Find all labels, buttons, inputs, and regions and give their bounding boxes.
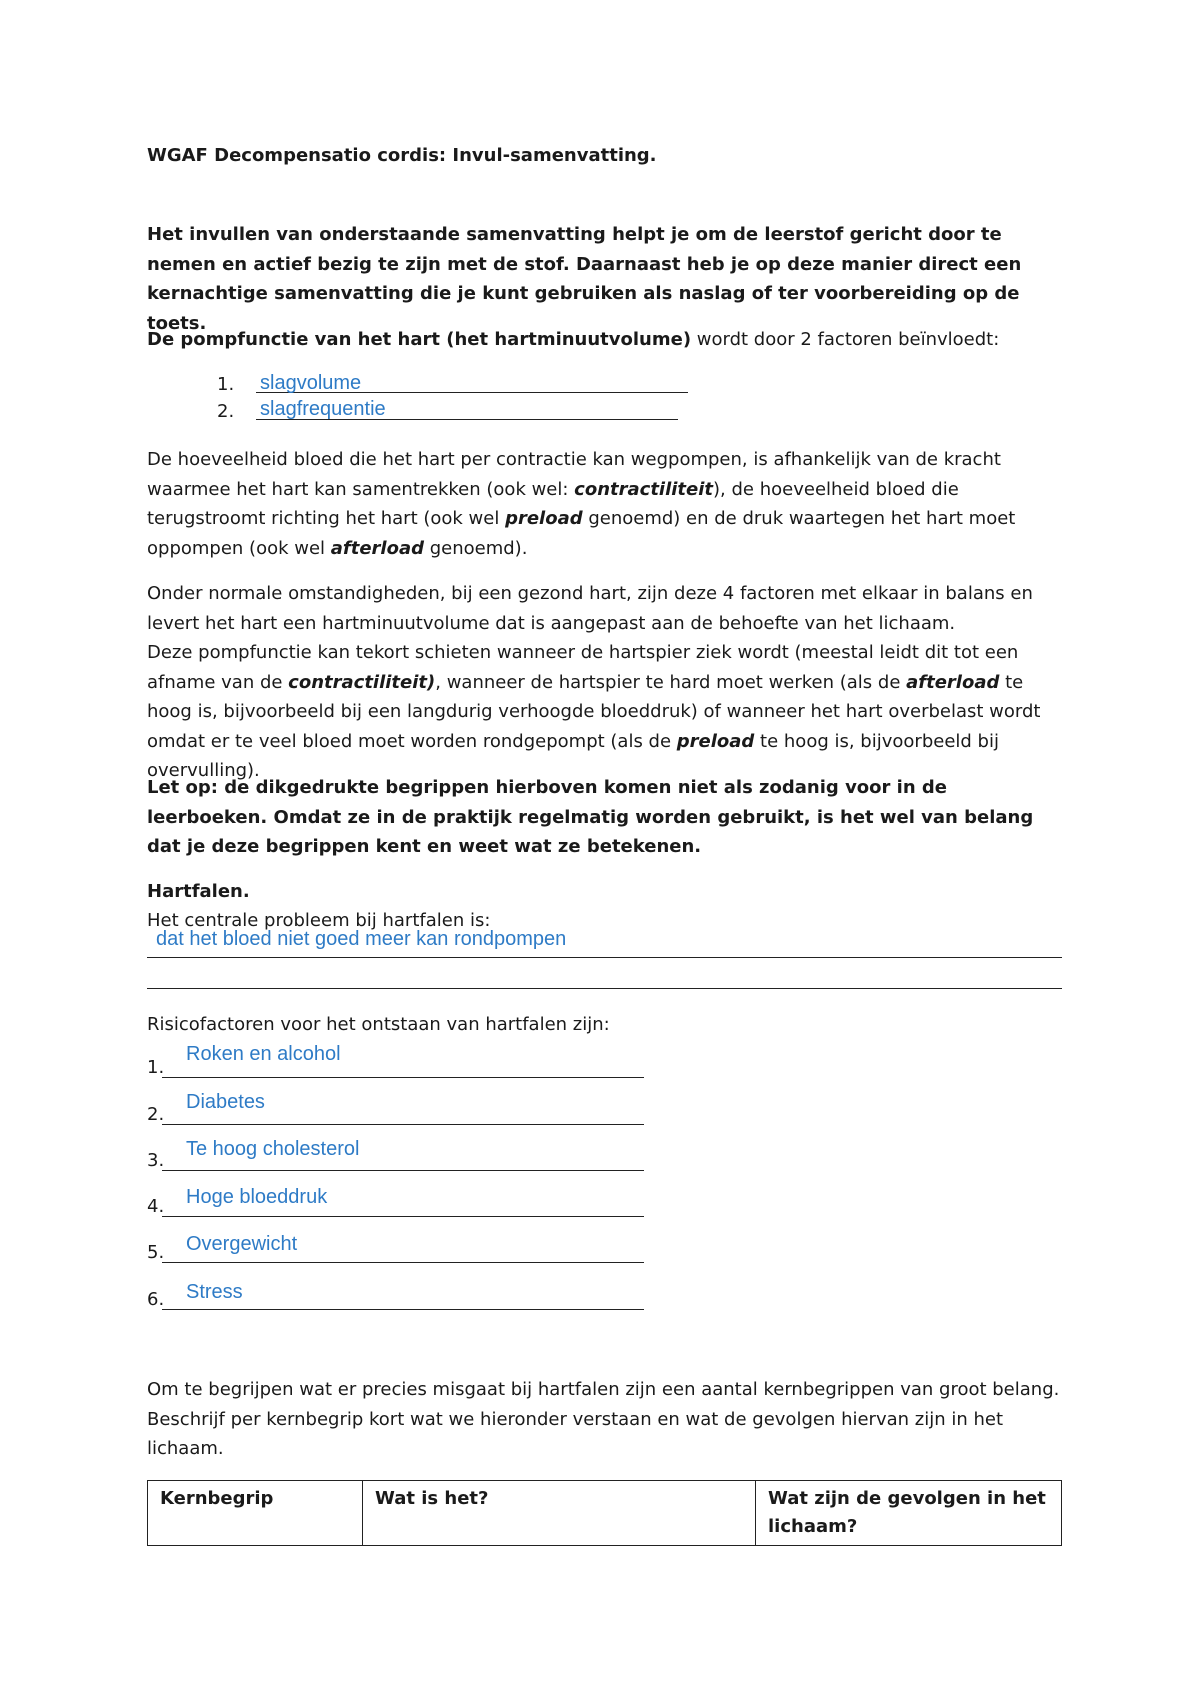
risico-answer-2[interactable]: Diabetes bbox=[186, 1091, 265, 1113]
answer-line bbox=[147, 957, 1062, 958]
term-contractiliteit: contractiliteit bbox=[574, 478, 714, 500]
table-header-gevolgen: Wat zijn de gevolgen in het lichaam? bbox=[756, 1481, 1062, 1546]
risico-answer-4[interactable]: Hoge bloeddruk bbox=[186, 1186, 328, 1208]
answer-line bbox=[162, 1124, 644, 1125]
term-preload: preload bbox=[676, 730, 755, 752]
hartfalen-answer[interactable]: dat het bloed niet goed meer kan rondpompen bbox=[156, 928, 567, 950]
document-title: WGAF Decompensatio cordis: Invul-samenvatting. bbox=[147, 145, 657, 166]
term-preload: preload bbox=[505, 508, 583, 529]
risico-item-number: 4. bbox=[147, 1196, 165, 1217]
balans-paragraph: Onder normale omstandigheden, bij een gezond hart, zijn deze 4 factoren met elkaar in balans en levert het hart een hartminuutvolume dat is aangepast aan de behoefte van het lichaam. Deze pompfunctie kan tekort schieten wanneer de hartspier ziek wordt (meestal leidt dit tot een afname van de contractiliteit), wanneer de hartspier te hard moet werken (als de afterload te hoog is, bijvoorbeeld bij een langdurig verhoogde bloeddruk) of wanneer het hart overbelast wordt omdat er te veel bloed moet worden rondgepompt (als de preload te hoog is, bijvoorbeeld bij overvulling). bbox=[147, 583, 1041, 781]
risico-item-number: 5. bbox=[147, 1242, 165, 1263]
pomp-answer-2[interactable]: slagfrequentie bbox=[260, 398, 386, 420]
risico-item-number: 1. bbox=[147, 1057, 165, 1078]
answer-line bbox=[162, 1077, 644, 1078]
hartfalen-question: Het centrale probleem bij hartfalen is: bbox=[147, 910, 491, 931]
hartfalen-heading: Hartfalen. bbox=[147, 881, 250, 902]
term-contractiliteit: contractiliteit) bbox=[288, 671, 436, 693]
term-afterload: afterload bbox=[330, 537, 424, 559]
letop-paragraph: Let op: de dikgedrukte begrippen hierboven komen niet als zodanig voor in de leerboeken. Omdat ze in de praktijk regelmatig worden gebruikt, is het wel van belang dat je deze begrippen kent en weet wat ze betekenen. bbox=[147, 777, 1034, 857]
risico-answer-3[interactable]: Te hoog cholesterol bbox=[186, 1138, 360, 1160]
risico-item-number: 3. bbox=[147, 1150, 165, 1171]
pomp-item-number: 1. bbox=[217, 374, 235, 395]
term-afterload: afterload bbox=[906, 671, 1000, 693]
kernbegrip-table bbox=[147, 1480, 1062, 1546]
intro-paragraph: Het invullen van onderstaande samenvatting helpt je om de leerstof gericht door te nemen en actief bezig te zijn met de stof. Daarnaast heb je op deze manier direct een kernachtige samenvatting die je kunt gebruiken als naslag of ter voorbereiding op de toets. bbox=[147, 224, 1022, 334]
risico-answer-5[interactable]: Overgewicht bbox=[186, 1233, 298, 1255]
pomp-paragraph bbox=[147, 325, 1062, 355]
answer-line bbox=[162, 1309, 644, 1310]
pomp-item-number: 2. bbox=[217, 401, 235, 422]
answer-line bbox=[162, 1216, 644, 1217]
answer-line bbox=[147, 988, 1062, 989]
pomp-bold: De pompfunctie van het hart (het hartminuutvolume) bbox=[147, 329, 692, 350]
table-header-wat-is-het: Wat is het? bbox=[363, 1481, 756, 1546]
answer-line bbox=[162, 1262, 644, 1263]
risico-item-number: 2. bbox=[147, 1104, 165, 1125]
contractie-paragraph: De hoeveelheid bloed die het hart per contractie kan wegpompen, is afhankelijk van de kracht waarmee het hart kan samentrekken (ook wel: contractiliteit), de hoeveelheid bloed die terugstroomt richting het hart (ook wel preload genoemd) en de druk waartegen het hart moet oppompen (ook wel afterload genoemd). bbox=[147, 449, 1016, 559]
pomp-rest: wordt door 2 factoren beïnvloedt: bbox=[691, 329, 1000, 350]
answer-line bbox=[162, 1170, 644, 1171]
table-header-kernbegrip: Kernbegrip bbox=[148, 1481, 363, 1546]
pomp-answer-1[interactable]: slagvolume bbox=[260, 372, 362, 394]
risico-label: Risicofactoren voor het ontstaan van hartfalen zijn: bbox=[147, 1014, 610, 1035]
risico-answer-6[interactable]: Stress bbox=[186, 1281, 243, 1303]
risico-answer-1[interactable]: Roken en alcohol bbox=[186, 1043, 341, 1065]
kern-intro-paragraph: Om te begrijpen wat er precies misgaat bij hartfalen zijn een aantal kernbegrippen van groot belang. Beschrijf per kernbegrip kort wat we hieronder verstaan en wat de gevolgen hiervan zijn in het lichaam. bbox=[147, 1379, 1060, 1459]
risico-item-number: 6. bbox=[147, 1289, 165, 1310]
table-header-row bbox=[148, 1481, 1062, 1546]
